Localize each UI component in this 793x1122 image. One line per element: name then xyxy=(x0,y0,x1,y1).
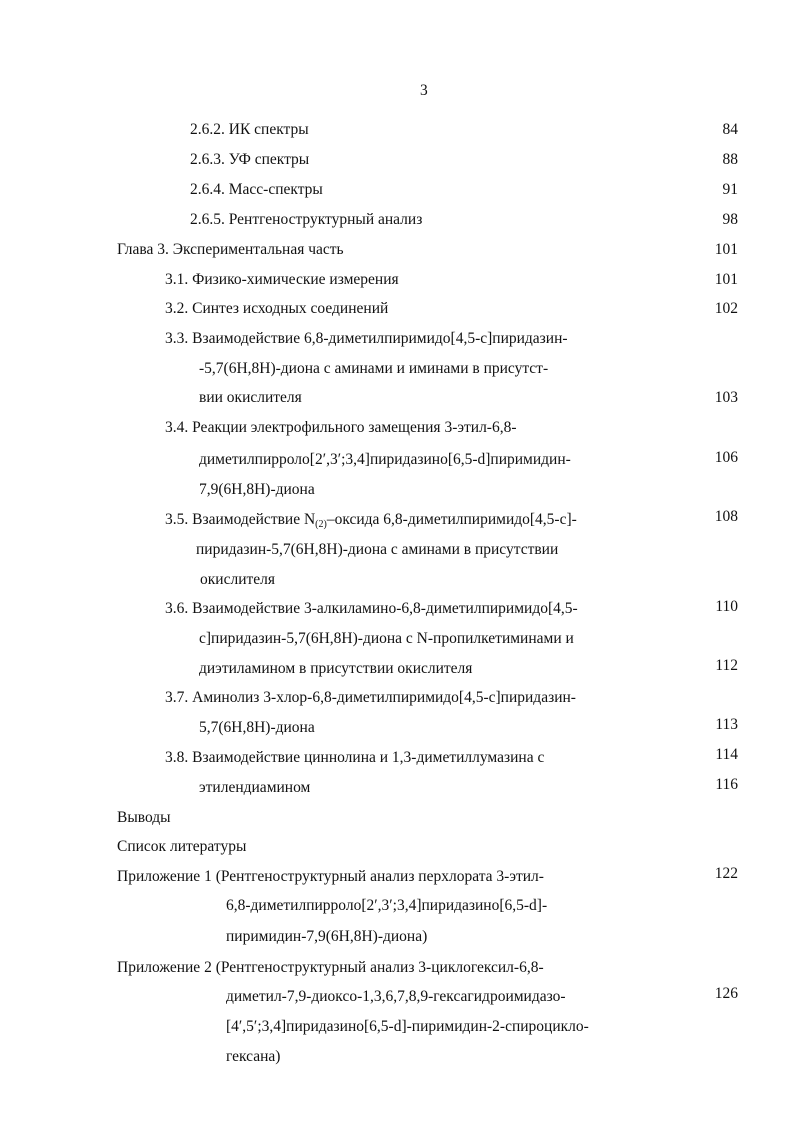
toc-entry: 3.2. Синтез исходных соединений xyxy=(165,300,389,317)
toc-page-number: 114 xyxy=(715,746,738,763)
toc-entry-text: –оксида 6,8-диметилпиримидо[4,5-c]- xyxy=(326,511,577,528)
toc-entry: 3.1. Физико-химические измерения xyxy=(165,271,399,288)
toc-chapter: Приложение 2 (Рентгеноструктурный анализ 3-циклогексил-6,8- xyxy=(117,959,544,976)
toc-entry-text: 3.5. Взаимодействие N xyxy=(165,511,316,528)
toc-page-number: 113 xyxy=(715,716,738,733)
toc-page-number: 122 xyxy=(714,865,738,882)
toc-page-number: 98 xyxy=(722,211,738,228)
toc-entry-continuation: окислителя xyxy=(200,571,276,588)
toc-entry-continuation: -5,7(6H,8H)-диона с аминами и иминами в присутст- xyxy=(199,360,549,377)
subscript: (2) xyxy=(315,519,327,530)
toc-page-number: 108 xyxy=(714,508,738,525)
toc-entry: 3.7. Аминолиз 3-хлор-6,8-диметилпиримидо[4,5-c]пиридазин- xyxy=(165,689,576,706)
toc-entry: 3.4. Реакции электрофильного замещения 3-этил-6,8- xyxy=(165,419,517,436)
toc-page-number: 84 xyxy=(722,121,738,138)
toc-page-number: 112 xyxy=(715,657,738,674)
toc-entry-continuation: 5,7(6H,8H)-диона xyxy=(199,719,315,736)
toc-chapter: Список литературы xyxy=(117,838,247,855)
toc-page-number: 101 xyxy=(714,271,738,288)
toc-entry: 3.3. Взаимодействие 6,8-диметилпиримидо[4,5-c]пиридазин- xyxy=(165,330,568,347)
toc-entry: 2.6.4. Масс-спектры xyxy=(190,181,323,198)
toc-chapter: Глава 3. Экспериментальная часть xyxy=(117,241,344,258)
toc-entry-continuation: вии окислителя xyxy=(199,389,302,406)
toc-page-number: 116 xyxy=(715,776,738,793)
toc-entry-continuation: этилендиамином xyxy=(199,779,311,796)
toc-entry-continuation: 7,9(6H,8H)-диона xyxy=(199,481,315,498)
page-number: 3 xyxy=(420,82,428,99)
toc-entry-continuation: [4′,5′;3,4]пиридазино[6,5-d]-пиримидин-2-спироцикло- xyxy=(226,1018,589,1035)
toc-entry-continuation: диметил-7,9-диоксо-1,3,6,7,8,9-гексагидроимидазо- xyxy=(226,988,566,1005)
toc-entry: 2.6.5. Рентгеноструктурный анализ xyxy=(190,211,423,228)
toc-entry xyxy=(165,511,577,529)
toc-entry: 2.6.2. ИК спектры xyxy=(190,121,309,138)
toc-entry: 2.6.3. УФ спектры xyxy=(190,151,310,168)
toc-page-number: 91 xyxy=(722,181,738,198)
toc-page-number: 101 xyxy=(714,241,738,258)
toc-entry: 3.6. Взаимодействие 3-алкиламино-6,8-диметилпиримидо[4,5- xyxy=(165,600,578,617)
toc-entry: 3.8. Взаимодействие циннолина и 1,3-диметиллумазина с xyxy=(165,749,545,766)
toc-chapter: Приложение 1 (Рентгеноструктурный анализ перхлората 3-этил- xyxy=(117,868,544,885)
toc-page-number: 102 xyxy=(714,300,738,317)
toc-entry-continuation: пиримидин-7,9(6H,8H)-диона) xyxy=(226,928,428,945)
toc-entry-continuation: диэтиламином в присутствии окислителя xyxy=(199,660,473,677)
toc-page-number: 88 xyxy=(722,151,738,168)
toc-page-number: 126 xyxy=(714,985,738,1002)
toc-entry-continuation: c]пиридазин-5,7(6H,8H)-диона с N-пропилкетиминами и xyxy=(199,630,574,647)
toc-chapter: Выводы xyxy=(117,809,171,826)
toc-page-number: 103 xyxy=(714,389,738,406)
toc-page-number: 106 xyxy=(714,449,738,466)
toc-entry-continuation: гексана) xyxy=(226,1048,281,1065)
toc-entry-continuation: 6,8-диметилпирроло[2′,3′;3,4]пиридазино[6,5-d]- xyxy=(226,897,548,914)
toc-page-number: 110 xyxy=(715,598,738,615)
toc-entry-continuation: диметилпирроло[2′,3′;3,4]пиридазино[6,5-d]пиримидин- xyxy=(199,451,571,468)
toc-entry-continuation: пиридазин-5,7(6H,8H)-диона с аминами в присутствии xyxy=(196,541,559,558)
